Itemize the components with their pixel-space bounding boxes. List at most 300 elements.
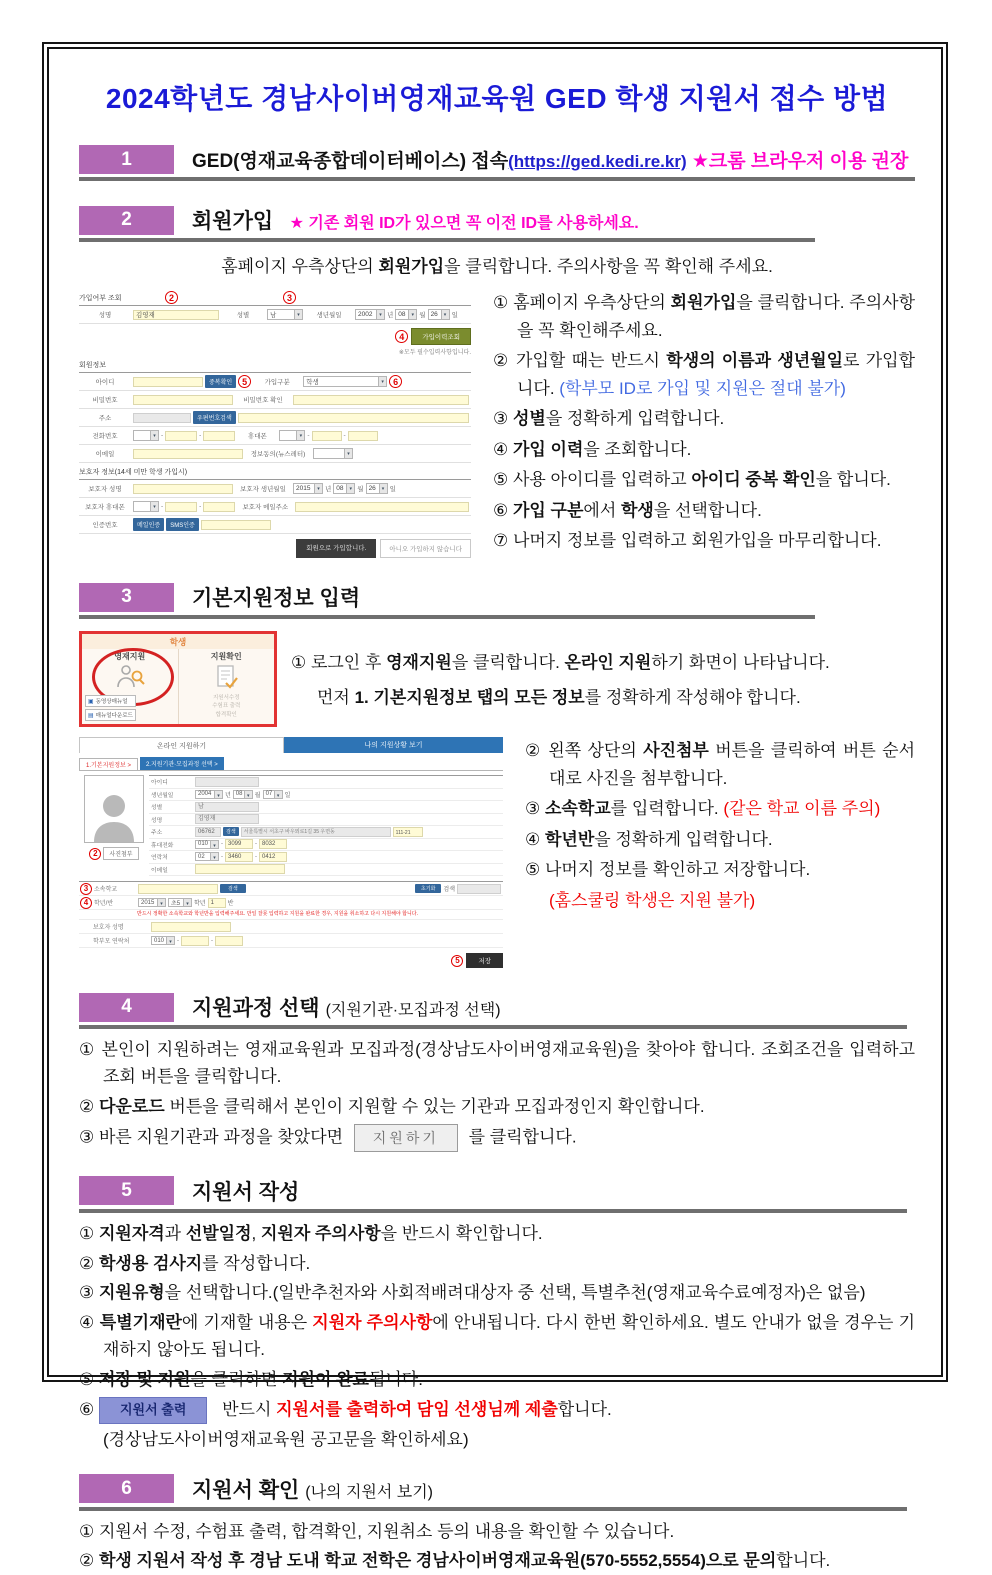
field-label: 생년월일 (316, 312, 342, 319)
text-segment: 특별기재란 (99, 1313, 182, 1333)
text-segment: 에서 (583, 500, 621, 520)
table-row (149, 814, 503, 827)
field-label: 보호자 성명 (88, 486, 122, 493)
section-2-title: 회원가입 (192, 210, 274, 233)
member-info-title: 회원정보 (79, 362, 107, 369)
text-segment: (학부모 ID로 가입 및 지원은 절대 불가) (559, 378, 846, 398)
text-segment: ② (79, 1096, 99, 1116)
member-type-select[interactable]: 학생 ▾ (303, 376, 387, 387)
class-input[interactable]: 1 (208, 898, 226, 908)
mark-2-icon: 2 (165, 291, 178, 304)
chevron-down-icon: ▾ (296, 431, 304, 440)
guardian-mobile-prefix-select[interactable] (133, 501, 159, 512)
chevron-down-icon: ▾ (294, 310, 302, 319)
birth-year-select[interactable]: 2002 ▾ (355, 309, 385, 320)
photo-placeholder (84, 775, 144, 843)
mark-6-icon: 6 (389, 375, 402, 388)
tab-online-apply[interactable]: 온라인 지원하기 (79, 737, 284, 753)
field-label: 아이디 (95, 379, 115, 386)
step-badge-3: 3 (79, 583, 174, 612)
birth-day-select[interactable]: 07 ▾ (263, 790, 283, 799)
text-segment: 를 입력합니다. (610, 799, 724, 819)
section-2-header (79, 205, 815, 242)
table-row: 보호자 휴대폰 ▾ - - 보호자 메일주소 (79, 498, 471, 516)
text-segment: 사진첨부 (643, 741, 709, 760)
guardian-birth-day-select[interactable]: 26 ▾ (366, 483, 388, 494)
section-6-instructions (79, 1519, 915, 1575)
field-label: 휴대전화 (151, 842, 174, 849)
section-2-heading (192, 205, 639, 235)
field-label: 보호자 휴대폰 (85, 504, 125, 511)
mark-4-icon: 4 (395, 330, 408, 343)
zipcode-input[interactable] (133, 413, 191, 423)
table-row (149, 801, 503, 814)
mail-verify-button[interactable]: 메일인증 (133, 518, 164, 531)
table-row (79, 516, 471, 534)
text-segment: ② (79, 1551, 99, 1571)
section-4-header (79, 992, 907, 1029)
text-segment: 학생 (620, 500, 654, 520)
text-segment: ③ (525, 799, 545, 819)
field-label: 비밀번호 (92, 397, 118, 404)
address-input[interactable] (238, 413, 469, 423)
instruction-line (493, 347, 915, 402)
text-segment: 을 정확하게 입력합니다. (545, 409, 725, 429)
grade-year-select[interactable]: 2015 ▾ (138, 898, 166, 907)
birth-year-select[interactable]: 2004 ▾ (195, 790, 223, 799)
join-cancel-button[interactable]: 아니오 가입하지 않습니다 (380, 539, 471, 558)
field-label: 성명 (98, 312, 112, 319)
field-label: 주소 (151, 830, 163, 837)
field-label: 이메일 (151, 867, 168, 874)
table-row (79, 882, 503, 896)
text-segment: 로 가입합니다. (517, 351, 915, 398)
person-silhouette-icon (92, 790, 136, 842)
guardian-tel-input[interactable] (215, 936, 243, 946)
chevron-down-icon: ▾ (244, 791, 252, 798)
subtab-basic-info[interactable]: 1.기본지원정보 > (79, 758, 138, 770)
search-tag: 검색 (443, 887, 455, 893)
text-segment: 성별 (512, 409, 546, 429)
section-1-heading (192, 146, 908, 173)
verify-code-input[interactable] (201, 520, 271, 530)
table-row (79, 920, 503, 934)
join-confirm-button[interactable]: 회원으로 가입합니다. (296, 539, 376, 558)
chevron-down-icon: ▾ (157, 899, 165, 906)
text-segment: 를 클릭합니다. (463, 1127, 577, 1147)
section-3 (79, 582, 915, 968)
field-label: 비밀번호 확인 (243, 397, 283, 404)
section-3-title: 기본지원정보 입력 (192, 587, 361, 610)
text-segment: 을 선택합니다. (653, 500, 762, 520)
text-segment: ③ 바른 지원기관과 과정을 찾았다면 (79, 1127, 348, 1147)
table-row: 보호자 성명 보호자 생년월일 2015 ▾ 년 08 ▾ 월 26 ▾ 일 (79, 480, 471, 498)
table-row (79, 391, 471, 409)
instruction-line (79, 1367, 915, 1394)
guardian-birth-month-select[interactable]: 08 ▾ (333, 483, 355, 494)
text-segment: 을 클릭합니다. 주의사항을 꼭 확인해 주세요. (444, 257, 773, 276)
instruction-line (79, 1280, 915, 1307)
tel-prefix-select[interactable]: 02 ▾ (195, 852, 219, 861)
instruction-line (493, 466, 915, 494)
chevron-down-icon: ▾ (344, 449, 352, 458)
photo-attach-button[interactable]: 사진첨부 (103, 847, 138, 860)
step-badge-5: 5 (79, 1176, 174, 1205)
apply-check-cell[interactable] (178, 649, 275, 724)
chevron-down-icon: ▾ (376, 310, 384, 319)
text-segment: 온라인 지원 (564, 653, 652, 672)
section-3-intro (291, 647, 830, 718)
mobile-input[interactable] (312, 431, 342, 441)
chevron-down-icon: ▾ (210, 853, 218, 860)
section-6 (79, 1474, 915, 1575)
instruction-line (79, 1310, 915, 1364)
text-segment: ④ (79, 1313, 100, 1333)
guardian-name-input[interactable] (133, 484, 233, 494)
section-6-header (79, 1474, 907, 1511)
chevron-down-icon: ▾ (314, 484, 322, 493)
email-input[interactable] (133, 449, 243, 459)
gender-select[interactable] (267, 309, 303, 320)
section-1 (79, 145, 915, 181)
text-segment: 을 정확하게 입력합니다. (594, 829, 773, 849)
section-5-title: 지원서 작성 (192, 1180, 300, 1204)
instruction-line (79, 1037, 915, 1091)
chevron-down-icon: ▾ (274, 791, 282, 798)
field-label: 소속학교 (94, 887, 118, 893)
text-segment: 지원자 주의사항 (260, 1223, 381, 1243)
id-field (195, 777, 259, 787)
instruction-line (525, 856, 915, 884)
password-confirm-input[interactable] (293, 395, 469, 405)
text-segment: GED(영재교육종합데이터베이스) 접속 (192, 151, 509, 172)
text-segment: 을 합니다. (815, 470, 891, 490)
guardian-email-input[interactable] (295, 502, 469, 512)
text-segment: , (251, 1223, 261, 1243)
text-segment: 버튼을 클릭하여 버튼 순서대로 사진을 첨부합니다. (549, 741, 915, 788)
text-segment: ★크롬 브라우저 이용 권장 (686, 151, 909, 172)
section-2-note: ★ 기존 회원 ID가 있으면 꼭 이전 ID를 사용하세요. (289, 215, 639, 232)
chevron-down-icon: ▾ (150, 431, 158, 440)
field-label: 생년월일 (151, 792, 174, 799)
text-segment: ① 로그인 후 (291, 653, 387, 672)
text-segment: 을 선택합니다.(일반추천자와 사회적배려대상자 중 선택, 특별추천(영재교육수료예정자)은 없음) (164, 1283, 866, 1303)
video-manual-button[interactable]: ▣ 동영상매뉴얼 (85, 695, 136, 707)
instruction-line (79, 1094, 915, 1121)
table-row (79, 409, 471, 427)
step-badge-2: 2 (79, 206, 174, 235)
text-segment: 를 정확하게 작성해야 합니다. (584, 688, 801, 708)
text-segment: ① 본인이 지원하려는 영재교육원과 모집과정(경상남도사이버영재교육원)을 찾아야 합니다. 조회조건을 입력하고 조회 버튼을 클릭합니다. (79, 1040, 915, 1086)
field-label: 보호자 메일주소 (242, 504, 289, 511)
table-row (149, 864, 503, 877)
chevron-down-icon: ▾ (378, 377, 386, 386)
apply-check-label: 지원확인 (210, 652, 242, 661)
field-label: 성별 (151, 805, 163, 812)
text-segment: 지원자 주의사항 (312, 1313, 433, 1333)
school-search-button[interactable]: 검색 (220, 884, 246, 893)
chevron-down-icon: ▾ (166, 937, 174, 944)
text-segment: 가입 이력 (512, 439, 584, 459)
newsletter-select[interactable] (313, 448, 353, 459)
section-6-title: 지원서 확인 (192, 1478, 300, 1502)
section-4-instructions (79, 1037, 915, 1152)
duplicate-check-button[interactable]: 중복확인 (205, 375, 236, 388)
guardian-mobile-input[interactable] (203, 502, 235, 512)
page-frame (42, 42, 948, 1571)
chevron-down-icon: ▾ (214, 791, 222, 798)
chevron-down-icon: ▾ (408, 310, 416, 319)
guardian-tel-input[interactable] (181, 936, 209, 946)
unit-label: 월 (419, 312, 426, 319)
text-segment: 홈페이지 우측상단의 (221, 257, 379, 276)
chevron-down-icon: ▾ (210, 841, 218, 848)
text-segment: 버튼을 클릭해서 본인이 지원할 수 있는 기관과 모집과정인지 확인합니다. (164, 1096, 705, 1116)
join-history-check-button[interactable]: 가입이력조회 (411, 328, 471, 345)
tel-field[interactable]: 0412 (259, 852, 287, 862)
text-segment: 됩니다. (368, 1369, 423, 1389)
section-3-instructions (525, 737, 915, 968)
instruction-line (493, 497, 915, 525)
password-input[interactable] (133, 395, 233, 405)
text-segment: 소속학교 (544, 799, 611, 819)
text-segment: 1. 기본지원정보 탭의 모든 정보 (354, 688, 585, 708)
field-label: 이메일 (95, 451, 115, 458)
section-6-subtitle: (나의 지원서 보기) (305, 1483, 434, 1501)
text-segment: 을 클릭합니다. (451, 653, 565, 672)
tel-field[interactable]: 3460 (225, 852, 253, 862)
zipcode-field: 06762 (195, 827, 221, 837)
text-segment: ⑤ 나머지 정보를 확인하고 저장합니다. (525, 860, 811, 880)
section-4-subtitle: (지원기관·모집과정 선택) (325, 1002, 501, 1019)
text-segment: 을 반드시 확인합니다. (380, 1223, 543, 1243)
chevron-down-icon: ▾ (441, 310, 449, 319)
field-label: 전화번호 (92, 433, 118, 440)
instruction-line (79, 1397, 915, 1424)
text-segment: ⑤ 사용 아이디를 입력하고 (493, 470, 692, 490)
text-segment: ① 홈페이지 우측상단의 (493, 293, 671, 312)
instruction-line (525, 795, 915, 823)
download-icon: ▤ (88, 712, 94, 719)
text-segment: 지원서를 출력하여 담임 선생님께 제출 (276, 1399, 558, 1419)
birth-day-select[interactable]: 26 ▾ (428, 309, 450, 320)
chevron-down-icon: ▾ (150, 502, 158, 511)
text-segment: 반드시 (217, 1399, 277, 1419)
school-input[interactable] (138, 884, 218, 894)
guardian-mobile-input[interactable] (165, 502, 197, 512)
text-segment: 합니다. (776, 1551, 831, 1571)
text-segment: 학생의 이름과 생년월일 (666, 351, 844, 371)
birth-month-select[interactable]: 08 ▾ (233, 790, 253, 799)
apply-form-screenshot (79, 737, 503, 968)
table-row (79, 445, 471, 463)
tel-input[interactable] (165, 431, 197, 441)
text-segment: ① (79, 1223, 99, 1243)
field-label: 학년/반 (94, 901, 114, 907)
table-row: 생년월일 2004 ▾ 년 08 ▾ 월 07 ▾ 일 (149, 789, 503, 802)
text-segment: ③ (79, 1283, 99, 1303)
section-5-instructions (79, 1221, 915, 1454)
mobile-prefix-select[interactable]: 010 ▾ (195, 840, 219, 849)
field-label: 성명 (151, 817, 163, 824)
guardian-tel-prefix-select[interactable]: 010 ▾ (151, 936, 175, 945)
tel-input[interactable] (203, 431, 235, 441)
text-segment: 지원자격 (98, 1223, 165, 1243)
section-2-intro (79, 252, 915, 277)
text-segment: ⑥ (79, 1399, 99, 1419)
section-5-header (79, 1176, 907, 1213)
gifted-apply-cell[interactable] (82, 649, 178, 724)
text-segment: 다운로드 (98, 1096, 165, 1116)
field-label: 연락처 (151, 855, 168, 862)
text-segment: 학년반 (544, 829, 595, 849)
text-segment: 에 안내됩니다. 다시 한번 확인하세요. 별도 안내가 없을 경우는 기재하지 않아도 됩니다. (103, 1313, 915, 1360)
student-box-header: 학생 (82, 634, 274, 649)
sms-verify-button[interactable]: SMS인증 (166, 518, 199, 531)
school-reset-button[interactable]: 초기화 (415, 884, 442, 893)
table-row (79, 373, 471, 391)
guardian-birth-year-select[interactable]: 2015 ▾ (293, 483, 323, 494)
text-segment: 학생용 검사지 (98, 1253, 203, 1273)
page-title: 2024학년도 경남사이버영재교육원 GED 학생 지원서 접수 방법 (105, 83, 889, 114)
grade-select[interactable]: 초5 ▾ (168, 898, 192, 907)
section-2-instructions (493, 289, 915, 558)
instruction-line (79, 1427, 915, 1454)
guardian-info-table (79, 479, 471, 534)
instruction-line (493, 289, 915, 344)
address-field: 서울특별시 서초구 바우뫼로1길 35 우면동 (241, 827, 391, 837)
text-segment: ⑤ (79, 1369, 99, 1389)
table-row: 전화번호 ▾ - - 휴대폰 ▾ - - (79, 427, 471, 445)
signup-form-screenshot (79, 289, 471, 558)
join-check-table (79, 305, 471, 324)
name-input[interactable]: 김영재 (133, 310, 219, 320)
section-4-title: 지원과정 선택 (192, 997, 320, 1020)
guardian-name-input[interactable] (151, 922, 231, 932)
unit-label: 년 (387, 312, 394, 319)
instruction-line (79, 1519, 915, 1546)
apply-button[interactable]: 지원하기 (354, 1124, 458, 1152)
address-detail-field[interactable]: 111-21 (393, 827, 423, 837)
mobile-field[interactable]: 8032 (259, 839, 287, 849)
gender-field: 남 (195, 802, 259, 812)
text-segment: ② 가입할 때는 반드시 (493, 351, 667, 371)
table-row: 연락처 02 ▾ - 3460 - 0412 (149, 851, 503, 864)
address-search-button[interactable]: 검색 (223, 827, 239, 836)
name-field: 김영재 (195, 814, 259, 824)
text-segment: (경상남도사이버영재교육원 공고문을 확인하세요) (103, 1429, 469, 1449)
mobile-field[interactable]: 3099 (225, 839, 253, 849)
table-row (79, 306, 471, 324)
text-segment: 영재지원 (386, 653, 452, 672)
ged-link[interactable]: (https://ged.kedi.re.kr) (508, 152, 687, 171)
instruction-line (79, 1548, 915, 1575)
instruction-line (291, 682, 830, 714)
text-segment: 저장 및 지원 (98, 1369, 191, 1389)
mobile-prefix-select[interactable] (279, 430, 305, 441)
field-label: 가입구분 (264, 379, 290, 386)
id-input[interactable] (133, 377, 203, 387)
mark-4-icon: 4 (80, 897, 92, 909)
instruction-line (291, 647, 830, 679)
text-segment: 회원가입 (378, 257, 445, 276)
text-segment: ⑥ (493, 500, 513, 520)
manual-download-button[interactable]: ▤ 매뉴얼다운로드 (85, 709, 136, 721)
text-segment: 지원유형 (98, 1283, 165, 1303)
instruction-line (493, 405, 915, 433)
save-button[interactable]: 저장 (466, 953, 503, 968)
student-menu-screenshot (79, 631, 277, 727)
instruction-line (79, 1221, 915, 1248)
tab-my-status[interactable]: 나의 지원상황 보기 (284, 737, 503, 753)
text-segment: ③ (493, 409, 513, 429)
text-segment: ② 왼쪽 상단의 (525, 741, 644, 760)
mobile-input[interactable] (348, 431, 378, 441)
table-row (149, 776, 503, 789)
table-row (79, 896, 503, 910)
field-label: 아이디 (151, 780, 168, 787)
subtab-course-select[interactable]: 2.지원기관·모집과정 선택 > (140, 757, 224, 770)
text-segment: 를 작성합니다. (202, 1253, 311, 1273)
mark-3-icon: 3 (283, 291, 296, 304)
text-segment: 아이디 중복 확인 (691, 470, 816, 490)
text-segment: 을 클릭하면 (190, 1369, 283, 1389)
instruction-line (525, 826, 915, 854)
section-2 (79, 205, 915, 558)
field-label: 정보동의(뉴스레터) (250, 451, 306, 458)
instruction-line (493, 436, 915, 464)
text-segment: 지원이 완료 (282, 1369, 369, 1389)
step-badge-4: 4 (79, 993, 174, 1022)
field-label: 보호자 성명 (93, 925, 124, 931)
chevron-down-icon: ▾ (346, 484, 354, 493)
unit-label: 반 (227, 901, 234, 907)
chevron-down-icon: ▾ (379, 484, 387, 493)
unit-label: 학년 (194, 901, 206, 907)
field-label: 성별 (236, 312, 250, 319)
field-label: 휴대폰 (247, 433, 267, 440)
mark-3-icon: 3 (80, 883, 92, 895)
text-segment: 회원가입 (670, 293, 737, 312)
mark-2-icon: 2 (89, 848, 101, 860)
text-segment: 에 기재할 내용은 (181, 1313, 313, 1333)
text-segment: 합니다. (557, 1399, 612, 1419)
text-segment: 하기 화면이 나타납니다. (651, 653, 830, 672)
print-application-button[interactable]: 지원서 출력 (99, 1397, 207, 1424)
text-segment: 선발일정 (185, 1223, 252, 1243)
text-segment: 을 조회합니다. (583, 439, 692, 459)
field-label: 주소 (98, 415, 112, 422)
text-segment: ⑦ 나머지 정보를 입력하고 회원가입을 마무리합니다. (493, 531, 882, 551)
section-3-header (79, 582, 815, 619)
member-info-table (79, 372, 471, 463)
gifted-apply-label: 영재지원 (114, 652, 146, 661)
field-label: 학부모 연락처 (93, 939, 130, 945)
unit-label: 일 (451, 312, 458, 319)
text-segment: ④ (525, 829, 545, 849)
email-field[interactable] (195, 864, 285, 874)
birth-month-select[interactable]: 08 ▾ (395, 309, 417, 320)
instruction-line (493, 527, 915, 555)
guardian-info-title: 보호자 정보(14세 미만 학생 가입시) (79, 469, 188, 476)
section-5 (79, 1176, 915, 1454)
text-segment: (같은 학교 이름 주의) (723, 799, 881, 819)
zipcode-search-button[interactable]: 우편번호검색 (193, 411, 236, 424)
tel-prefix-select[interactable] (133, 430, 159, 441)
grade-warning-text: 반드시 정확한 소속학교와 학년반을 입력해주세요. 만일 잘못 입력하고 지원을 완료한 경우, 지원을 취소하고 다시 지원해야 합니다. (79, 910, 503, 920)
text-segment: 을 클릭합니다. 주의사항을 꼭 확인해주세요. (517, 293, 915, 340)
field-label: 인증번호 (92, 522, 118, 529)
